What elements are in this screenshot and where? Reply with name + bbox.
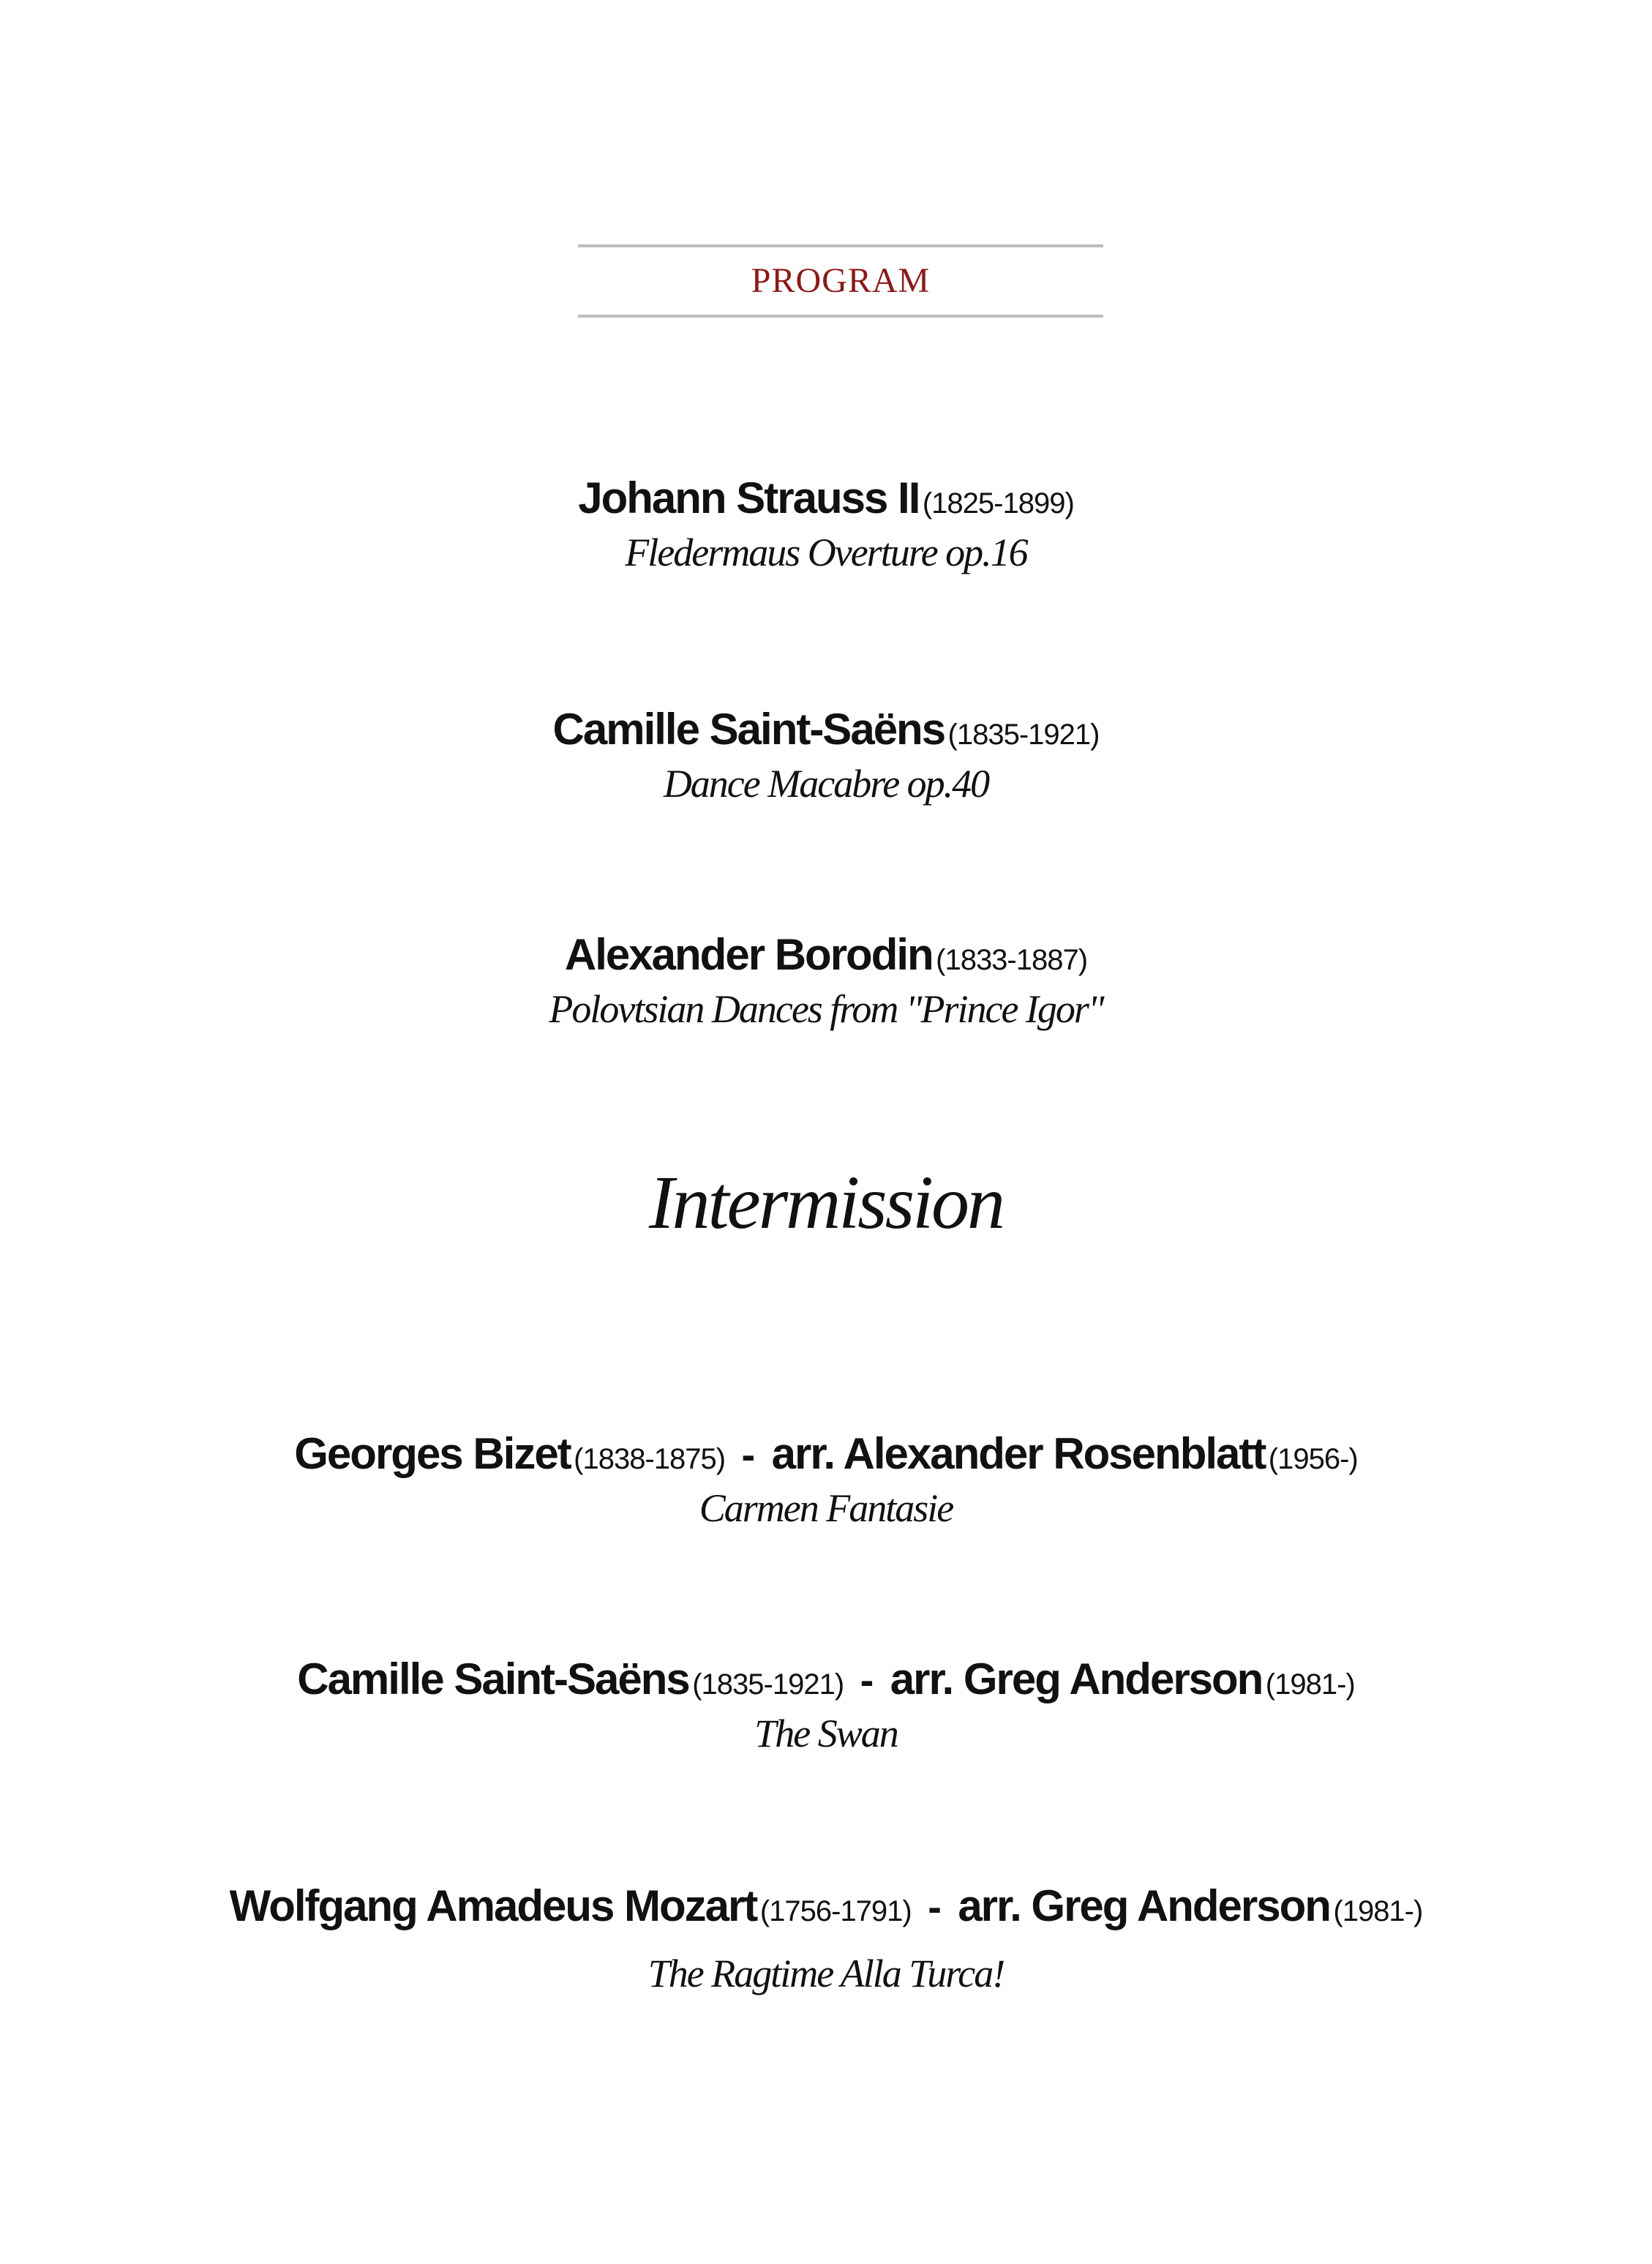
arranger-name: arr. Alexander Rosenblatt	[771, 1429, 1266, 1478]
arranger-separator: -	[928, 1883, 942, 1930]
arranger-dates: (1956-)	[1268, 1443, 1358, 1475]
arranger-separator: -	[860, 1657, 874, 1703]
program-title: PROGRAM	[751, 261, 931, 300]
composer-dates: (1756-1791)	[759, 1895, 912, 1927]
program-item	[0, 474, 1652, 574]
arranger-dates: (1981-)	[1333, 1895, 1423, 1927]
program-item	[0, 1430, 1652, 1530]
program-item	[0, 705, 1652, 806]
program-item	[0, 1655, 1652, 1755]
header-bottom-rule	[578, 315, 1103, 318]
work-title: Fledermaus Overture op.16	[625, 531, 1027, 574]
arranger-dates: (1981-)	[1265, 1668, 1355, 1701]
arranger-separator: -	[741, 1431, 756, 1477]
work-title: The Swan	[754, 1712, 898, 1755]
intermission-heading: Intermission	[649, 1161, 1003, 1245]
composer-dates: (1833-1887)	[936, 944, 1088, 976]
work-title: Polovtsian Dances from "Prince Igor"	[549, 987, 1103, 1031]
composer-dates: (1835-1921)	[947, 719, 1100, 751]
composer-line	[0, 1655, 1652, 1703]
composer-dates: (1835-1921)	[692, 1668, 844, 1701]
program-header	[578, 244, 1103, 321]
work-title: Dance Macabre op.40	[663, 762, 989, 806]
composer-name: Camille Saint-Saëns	[552, 705, 945, 754]
composer-name: Wolfgang Amadeus Mozart	[229, 1881, 757, 1930]
composer-line	[0, 705, 1652, 754]
program-item	[0, 931, 1652, 1031]
composer-dates: (1825-1899)	[922, 487, 1074, 520]
program-item	[0, 1882, 1652, 1995]
composer-name: Alexander Borodin	[564, 930, 933, 979]
composer-line	[0, 474, 1652, 522]
composer-name: Camille Saint-Saëns	[297, 1654, 689, 1703]
composer-line	[0, 1882, 1652, 1930]
composer-line	[0, 1430, 1652, 1478]
work-title: The Ragtime Alla Turca!	[647, 1952, 1005, 1995]
composer-line	[0, 931, 1652, 979]
composer-name: Johann Strauss II	[578, 473, 920, 522]
work-title: Carmen Fantasie	[699, 1486, 953, 1530]
arranger-name: arr. Greg Anderson	[958, 1881, 1330, 1930]
composer-name: Georges Bizet	[294, 1429, 571, 1478]
header-top-rule	[578, 244, 1103, 247]
arranger-name: arr. Greg Anderson	[890, 1654, 1263, 1703]
composer-dates: (1838-1875)	[574, 1443, 726, 1475]
